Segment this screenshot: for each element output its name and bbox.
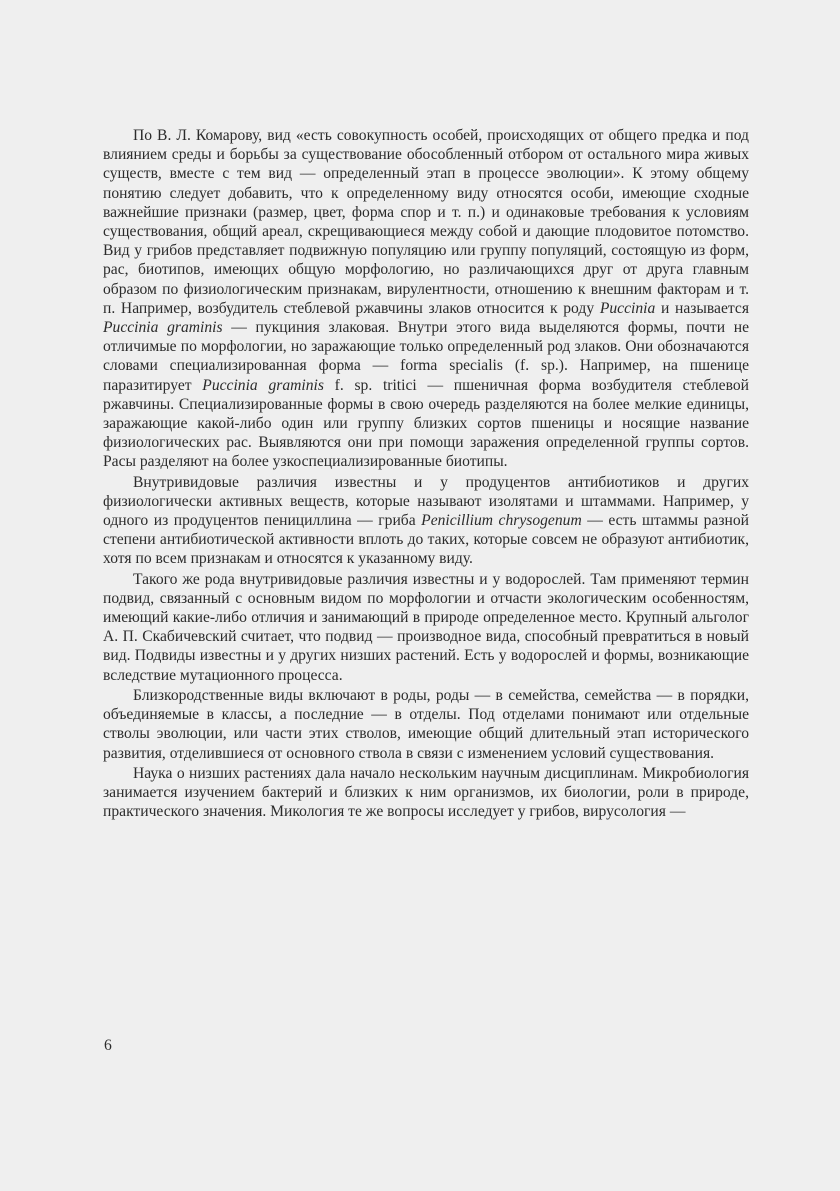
- paragraph-antibiotic-producers: Внутривидовые различия известны и у продуцентов антибиотиков и других физиологически активных веществ, которые называют изолятами и штаммами. Например, у одного из продуцентов пенициллина — гриба Penicillium chrysogenum — есть штаммы разной степени антибиотической активности вплоть до таких, которые совсем не образуют антибиотик, хотя по всем признакам и относятся к указанному виду.: [103, 473, 749, 568]
- body-text: [103, 126, 749, 821]
- paragraph-species-definition: По В. Л. Комарову, вид «есть совокупность особей, происходящих от общего предка и под влиянием среды и борьбы за существование обособленный отбором от остального мира живых существ, вместе с тем вид — определенный этап в процессе эволюции». К этому общему понятию следует добавить, что к определенному виду относятся особи, имеющие сходные важнейшие признаки (размер, цвет, форма спор и т. п.) и одинаковые требования к условиям существования, общий ареал, скрещивающиеся между собой и дающие плодовитое потомство. Вид у грибов представляет подвижную популяцию или группу популяций, состоящую из форм, рас, биотипов, имеющих общую морфологию, но различающихся друг от друга главным образом по физиологическим признакам, вирулентности, отношению к внешним факторам и т. п. Например, возбудитель стеблевой ржавчины злаков относится к роду Puccinia и называется Puccinia graminis — пукциния злаковая. Внутри этого вида выделяются формы, почти не отличимые по морфологии, но заражающие только определенный род злаков. Они обозначаются словами специализированная форма — forma specialis (f. sp.). Например, на пшенице паразитирует Puccinia graminis f. sp. tritici — пшеничная форма возбудителя стеблевой ржавчины. Специализированные формы в свою очередь разделяются на более мелкие единицы, заражающие какой-либо один или группу близких сортов пшеницы и носящие название физиологических рас. Выявляются они при помощи заражения определенной группы сортов. Расы разделяют на более узкоспециализированные биотипы.: [103, 127, 749, 471]
- page-number: 6: [104, 1037, 112, 1054]
- paragraph-taxonomic-ranks: Близкородственные виды включают в роды, роды — в семейства, семейства — в порядки, объединяемые в классы, а последние — в отделы. Под отделами понимают или отдельные стволы эволюции, или части этих стволов, имеющие общий длительный этап исторического развития, отделившиеся от основного ствола в связи с изменением условий существования.: [103, 686, 749, 762]
- paragraph-disciplines: Наука о низших растениях дала начало нескольким научным дисциплинам. Микробиология занимается изучением бактерий и близких к ним организмов, их биологии, роли в природе, практического значения. Микология те же вопросы исследует у грибов, вирусология —: [103, 764, 749, 821]
- paragraph-algae-subspecies: Такого же рода внутривидовые различия известны и у водорослей. Там применяют термин подвид, связанный с основным видом по морфологии и отчасти экологическим особенностям, имеющий какие-либо отличия и занимающий в природе определенное место. Крупный альголог А. П. Скабичевский считает, что подвид — производное вида, способный превратиться в новый вид. Подвиды известны и у других низших растений. Есть у водорослей и формы, возникающие вследствие мутационного процесса.: [103, 570, 749, 684]
